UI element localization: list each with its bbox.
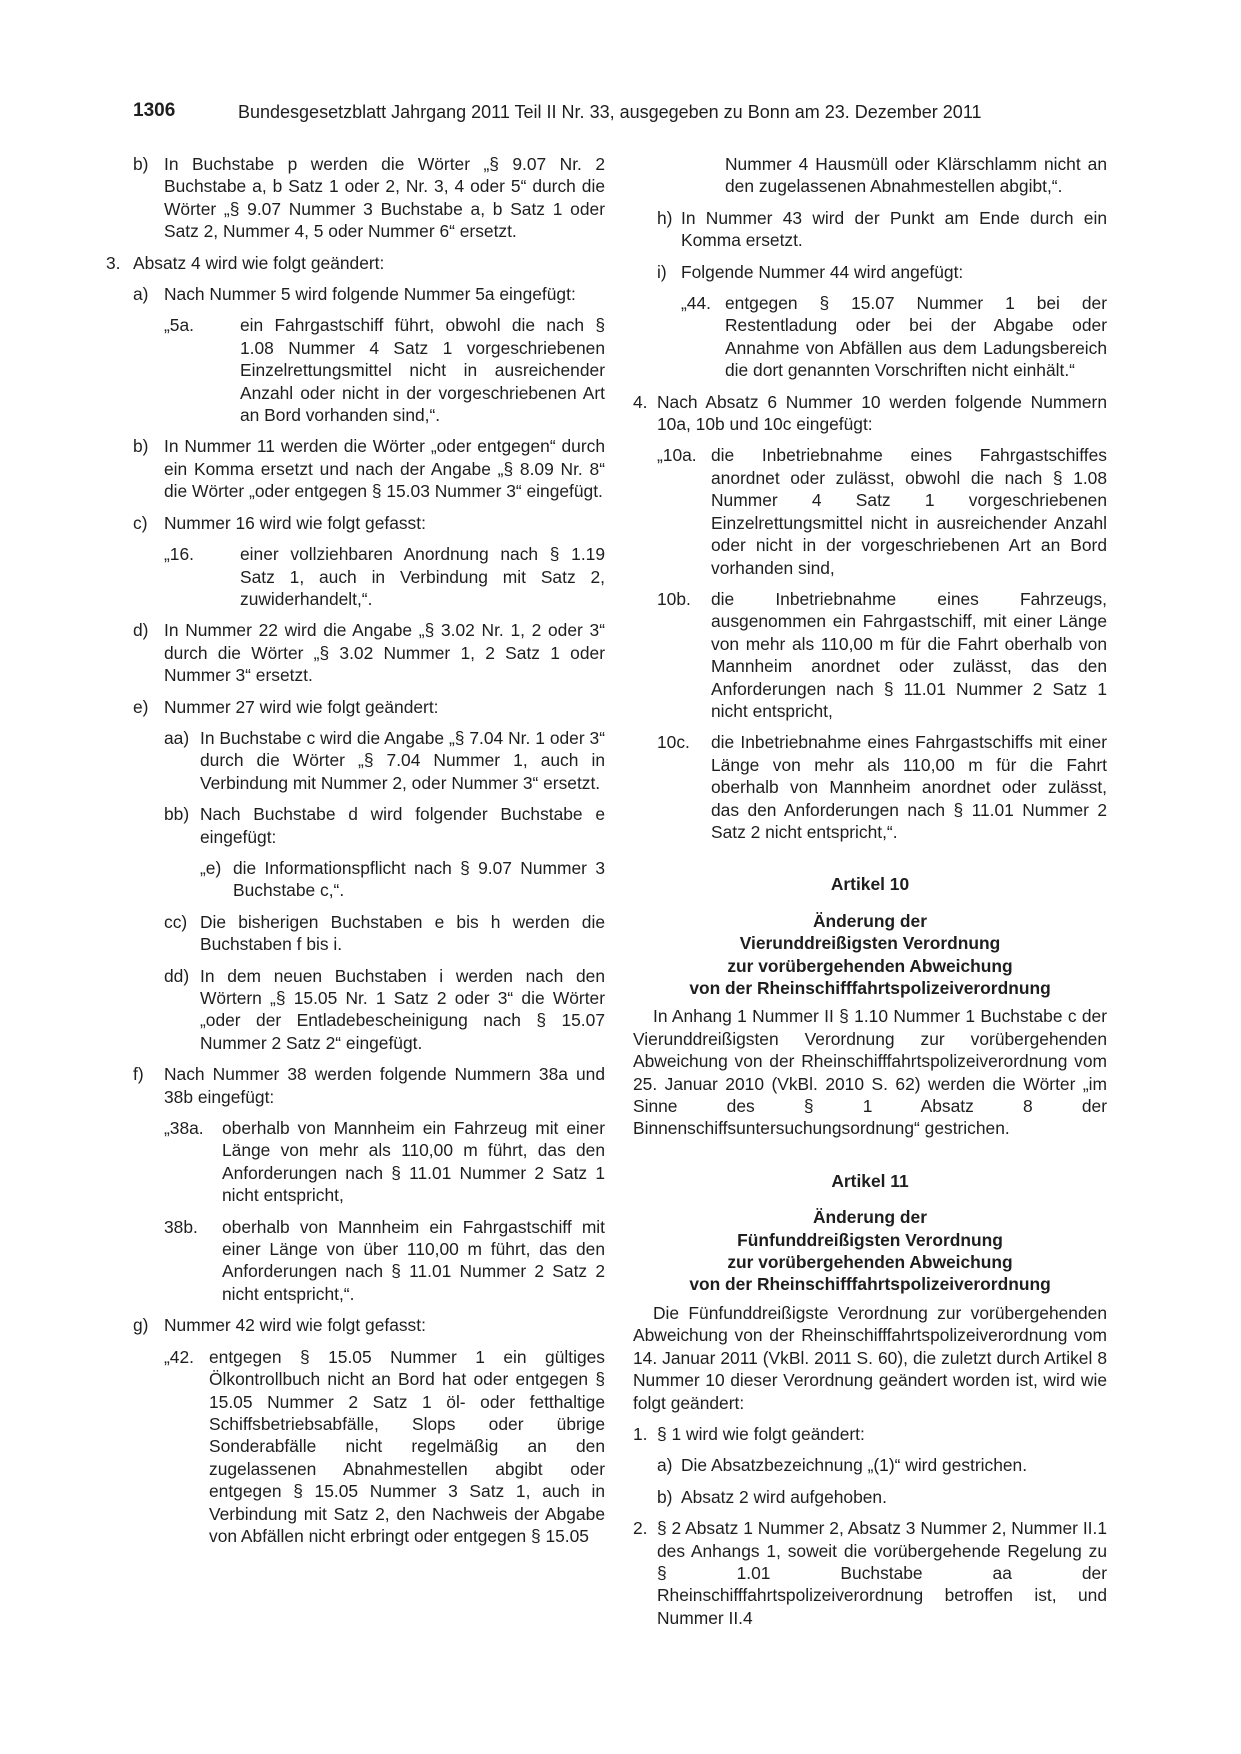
item-text: die Inbetriebnahme eines Fahrgastschiffes anordnet oder zulässt, obwohl die nach § 1.08 Nummer 4 Satz 1 vorgeschriebenen Einzelrettungsmittel nicht in ausreichender Anzahl oder nicht in der vorgeschriebenen Art an Bord vorhanden sind, bbox=[711, 445, 1107, 578]
item-label: „16. bbox=[164, 544, 194, 565]
item-label: f) bbox=[133, 1064, 144, 1085]
item-text: Nach Absatz 6 Nummer 10 werden folgende Nummern 10a, 10b und 10c eingefügt: bbox=[657, 391, 1107, 435]
item-text: Nummer 4 Hausmüll oder Klärschlamm nicht an den zugelassenen Abnahmestellen abgibt,“. bbox=[725, 154, 1107, 197]
item-a bbox=[133, 283, 605, 305]
item-text: Nach Nummer 5 wird folgende Nummer 5a eingefügt: bbox=[164, 284, 576, 305]
item-text: In Buchstabe p werden die Wörter „§ 9.07 Nr. 2 Buchstabe a, b Satz 1 oder 2, Nr. 3, 4 oder 5“ durch die Wörter „§ 9.07 Nummer 3 Buchstabe a, b Satz 1 oder Satz 2, Nummer 4, 5 oder Nummer 6“ ersetzt. bbox=[164, 154, 605, 242]
quote-38a bbox=[164, 1117, 605, 1207]
item-text: entgegen § 15.07 Nummer 1 bei der Restentladung oder bei der Abgabe oder Annahme von Abfällen aus dem Ladungsbereich die dort genannten Vorschriften nicht einhält.“ bbox=[725, 293, 1107, 381]
item-label: 38b. bbox=[164, 1216, 198, 1237]
quote-10c bbox=[657, 731, 1107, 843]
item-label: 10b. bbox=[657, 588, 691, 609]
item-label: 10c. bbox=[657, 732, 690, 753]
article-11-title: Artikel 11 bbox=[831, 1170, 909, 1191]
item-text: einer vollziehbaren Anordnung nach § 1.19 Satz 1, auch in Verbindung mit Satz 2, zuwiderhandelt,“. bbox=[240, 544, 605, 609]
item-label: 3. bbox=[106, 252, 121, 273]
item-g bbox=[133, 1314, 605, 1336]
quote-10b bbox=[657, 588, 1107, 722]
heading-line: Fünfunddreißigsten Verordnung bbox=[737, 1229, 1003, 1250]
item-label: „42. bbox=[164, 1346, 194, 1367]
quote-5a bbox=[164, 314, 605, 426]
item-b-buchstabe-p bbox=[133, 153, 605, 243]
item-label: a) bbox=[657, 1455, 673, 1476]
item-i bbox=[657, 261, 1107, 283]
quote-16 bbox=[164, 543, 605, 610]
item-label: dd) bbox=[164, 965, 190, 986]
item-text: oberhalb von Mannheim ein Fahrzeug mit einer Länge von mehr als 110,00 m führt, das den Anforderungen nach § 11.01 Nummer 2 Satz 1 nicht entspricht, bbox=[222, 1118, 605, 1206]
item-label: b) bbox=[133, 154, 149, 174]
item-dd bbox=[164, 965, 605, 1055]
item-text: die Inbetriebnahme eines Fahrgastschiffs mit einer Länge von mehr als 110,00 m für die Fahrt oberhalb von Mannheim anordnet oder zulässt, das den Anforderungen nach § 11.01 Nummer 2 Satz 2 nicht entspricht,“. bbox=[711, 732, 1107, 842]
item-text: In dem neuen Buchstaben i werden nach den Wörtern „§ 15.05 Nr. 1 Satz 2 oder 3“ die Wörter „oder der Entladebescheinigung nach § 15.07 Nummer 2 Satz 2“ eingefügt. bbox=[200, 965, 605, 1053]
art11-item-b bbox=[657, 1486, 1107, 1508]
item-text: Nach Nummer 38 werden folgende Nummern 38a und 38b eingefügt: bbox=[164, 1064, 605, 1107]
item-text: Die bisherigen Buchstaben e bis h werden die Buchstaben f bis i. bbox=[200, 911, 605, 955]
item-text: In Nummer 43 wird der Punkt am Ende durch ein Komma ersetzt. bbox=[681, 207, 1107, 251]
item-text: entgegen § 15.05 Nummer 1 ein gültiges Ölkontrollbuch nicht an Bord hat oder entgegen § 15.05 Nummer 2 Satz 1 öl- oder fetthaltige Schiffsbetriebsabfälle, Slops oder übrige Sonderabfälle nicht regelmäßig an den zugelassenen Abnahmestellen abgibt oder entgegen § 15.05 Nummer 3 Satz 1, auch in Verbindung mit Satz 2, den Nachweis der Abgabe von Abfällen nicht erbringt oder entgegen § 15.05 bbox=[209, 1346, 605, 1546]
item-text: Nach Buchstabe d wird folgender Buchstabe e eingefügt: bbox=[200, 804, 605, 847]
item-cc bbox=[164, 911, 605, 956]
quote-42 bbox=[164, 1346, 605, 1548]
item-label: 2. bbox=[633, 1518, 648, 1539]
article-11-body: Die Fünfunddreißigste Verordnung zur vorübergehenden Abweichung von der Rheinschifffahrtspolizeiverordnung vom 14. Januar 2011 (VkBl. 2011 S. 60), die zuletzt durch Artikel 8 Nummer 10 dieser Verordnung geändert worden ist, wird wie folgt geändert: bbox=[633, 1302, 1107, 1413]
page-number: 1306 bbox=[133, 100, 176, 121]
item-text: die Informationspflicht nach § 9.07 Nummer 3 Buchstabe c,“. bbox=[233, 857, 605, 901]
heading-line: Änderung der bbox=[812, 910, 927, 931]
item-text: § 1 wird wie folgt geändert: bbox=[657, 1423, 865, 1444]
article-11-heading bbox=[633, 1206, 1107, 1296]
article-10-body: In Anhang 1 Nummer II § 1.10 Nummer 1 Buchstabe c der Vierunddreißigsten Verordnung zur vorübergehenden Abweichung von der Rheinschifffahrtspolizeiverordnung vom 25. Januar 2010 (VkBl. 2010 S. 62) werden die Wörter „im Sinne des § 1 Absatz 8 der Binnenschiffsuntersuchungsordnung“ gestrichen. bbox=[633, 1006, 1107, 1139]
art11-item-a bbox=[657, 1454, 1107, 1476]
item-label: b) bbox=[133, 436, 149, 457]
quote-e bbox=[200, 857, 605, 902]
item-bb bbox=[164, 803, 605, 848]
item-label: cc) bbox=[164, 911, 188, 932]
item-c bbox=[133, 512, 605, 534]
item-aa bbox=[164, 727, 605, 794]
item-text: In Nummer 11 werden die Wörter „oder entgegen“ durch ein Komma ersetzt und nach der Angabe „§ 8.09 Nr. 8“ die Wörter „oder entgegen § 15.03 Nummer 3“ eingefügt. bbox=[164, 436, 605, 502]
article-10-heading bbox=[633, 910, 1107, 1000]
quote-10a bbox=[657, 444, 1107, 578]
item-label: „10a. bbox=[657, 445, 697, 466]
article-10-title: Artikel 10 bbox=[830, 874, 910, 895]
item-text: Nummer 27 wird wie folgt geändert: bbox=[164, 696, 439, 717]
item-f bbox=[133, 1063, 605, 1108]
right-column bbox=[633, 153, 1107, 1638]
heading-line: zur vorübergehenden Abweichung bbox=[727, 1252, 1013, 1273]
item-label: „44. bbox=[681, 293, 711, 314]
item-label: „e) bbox=[200, 857, 222, 878]
item-text: In Nummer 22 wird die Angabe „§ 3.02 Nr. 1, 2 oder 3“ durch die Wörter „§ 3.02 Nummer 1, 2 Satz 1 oder Nummer 3“ ersetzt. bbox=[164, 620, 605, 686]
item-label: aa) bbox=[164, 727, 190, 748]
item-label: d) bbox=[133, 620, 149, 641]
heading-line: zur vorübergehenden Abweichung bbox=[727, 955, 1013, 976]
item-4 bbox=[633, 391, 1107, 436]
item-text: Folgende Nummer 44 wird angefügt: bbox=[681, 261, 964, 282]
item-text: oberhalb von Mannheim ein Fahrgastschiff mit einer Länge von über 110,00 m führt, das den Anforderungen nach § 11.01 Nummer 2 Satz 2 nicht entspricht,“. bbox=[222, 1216, 605, 1304]
item-label: e) bbox=[133, 696, 149, 717]
quote-44 bbox=[681, 292, 1107, 382]
item-label: „38a. bbox=[164, 1118, 204, 1139]
item-label: 4. bbox=[633, 391, 648, 412]
item-text: die Inbetriebnahme eines Fahrzeugs, ausgenommen ein Fahrgastschiff, mit einer Länge von mehr als 110,00 m für die Fahrt oberhalb von Mannheim anordnet oder zulässt, das den Anforderungen nach § 11.01 Nummer 2 Satz 1 nicht entspricht, bbox=[711, 588, 1107, 721]
heading-line: von der Rheinschifffahrtspolizeiverordnung bbox=[689, 1274, 1051, 1295]
item-text: In Buchstabe c wird die Angabe „§ 7.04 Nr. 1 oder 3“ durch die Wörter „§ 7.04 Nummer 1, auch in Verbindung mit Nummer 2, oder Nummer 3“ ersetzt. bbox=[200, 727, 605, 793]
header-title: Bundesgesetzblatt Jahrgang 2011 Teil II Nr. 33, ausgegeben zu Bonn am 23. Dezember 2011 bbox=[238, 102, 982, 122]
heading-line: Änderung der bbox=[812, 1207, 927, 1228]
item-label: 1. bbox=[633, 1423, 648, 1444]
item-text: Nummer 42 wird wie folgt gefasst: bbox=[164, 1315, 426, 1336]
item-text: Absatz 2 wird aufgehoben. bbox=[681, 1486, 887, 1507]
item-d bbox=[133, 619, 605, 686]
heading-line: von der Rheinschifffahrtspolizeiverordnung bbox=[689, 978, 1051, 998]
item-label: i) bbox=[657, 261, 667, 282]
item-text: ein Fahrgastschiff führt, obwohl die nach § 1.08 Nummer 4 Satz 1 vorgeschriebenen Einzelrettungsmittel nicht in ausreichender Anzahl oder nicht in der vorgeschriebenen Art an Bord vorhanden sind,“. bbox=[240, 315, 605, 426]
quote-42-continued bbox=[633, 153, 1107, 198]
item-label: h) bbox=[657, 207, 673, 228]
item-label: a) bbox=[133, 284, 149, 305]
art11-item-2 bbox=[633, 1517, 1107, 1629]
item-e bbox=[133, 696, 605, 718]
left-column bbox=[106, 153, 605, 1556]
item-label: c) bbox=[133, 512, 148, 533]
item-label: „5a. bbox=[164, 315, 194, 336]
item-b-nummer-11 bbox=[133, 435, 605, 502]
item-label: bb) bbox=[164, 804, 190, 825]
item-label: b) bbox=[657, 1486, 673, 1507]
item-h bbox=[657, 207, 1107, 252]
item-text: Die Absatzbezeichnung „(1)“ wird gestrichen. bbox=[681, 1455, 1028, 1476]
item-text: § 2 Absatz 1 Nummer 2, Absatz 3 Nummer 2, Nummer II.1 des Anhangs 1, soweit die vorübergehende Regelung zu § 1.01 Buchstabe aa der Rheinschifffahrtspolizeiverordnung betroffen ist, und Nummer II.4 bbox=[657, 1518, 1107, 1628]
item-label: g) bbox=[133, 1315, 149, 1336]
art11-item-1 bbox=[633, 1423, 1107, 1445]
item-text: Nummer 16 wird wie folgt gefasst: bbox=[164, 512, 426, 533]
item-text: Absatz 4 wird wie folgt geändert: bbox=[133, 252, 385, 273]
quote-38b bbox=[164, 1216, 605, 1306]
heading-line: Vierunddreißigsten Verordnung bbox=[739, 933, 1001, 954]
item-3 bbox=[106, 252, 605, 274]
